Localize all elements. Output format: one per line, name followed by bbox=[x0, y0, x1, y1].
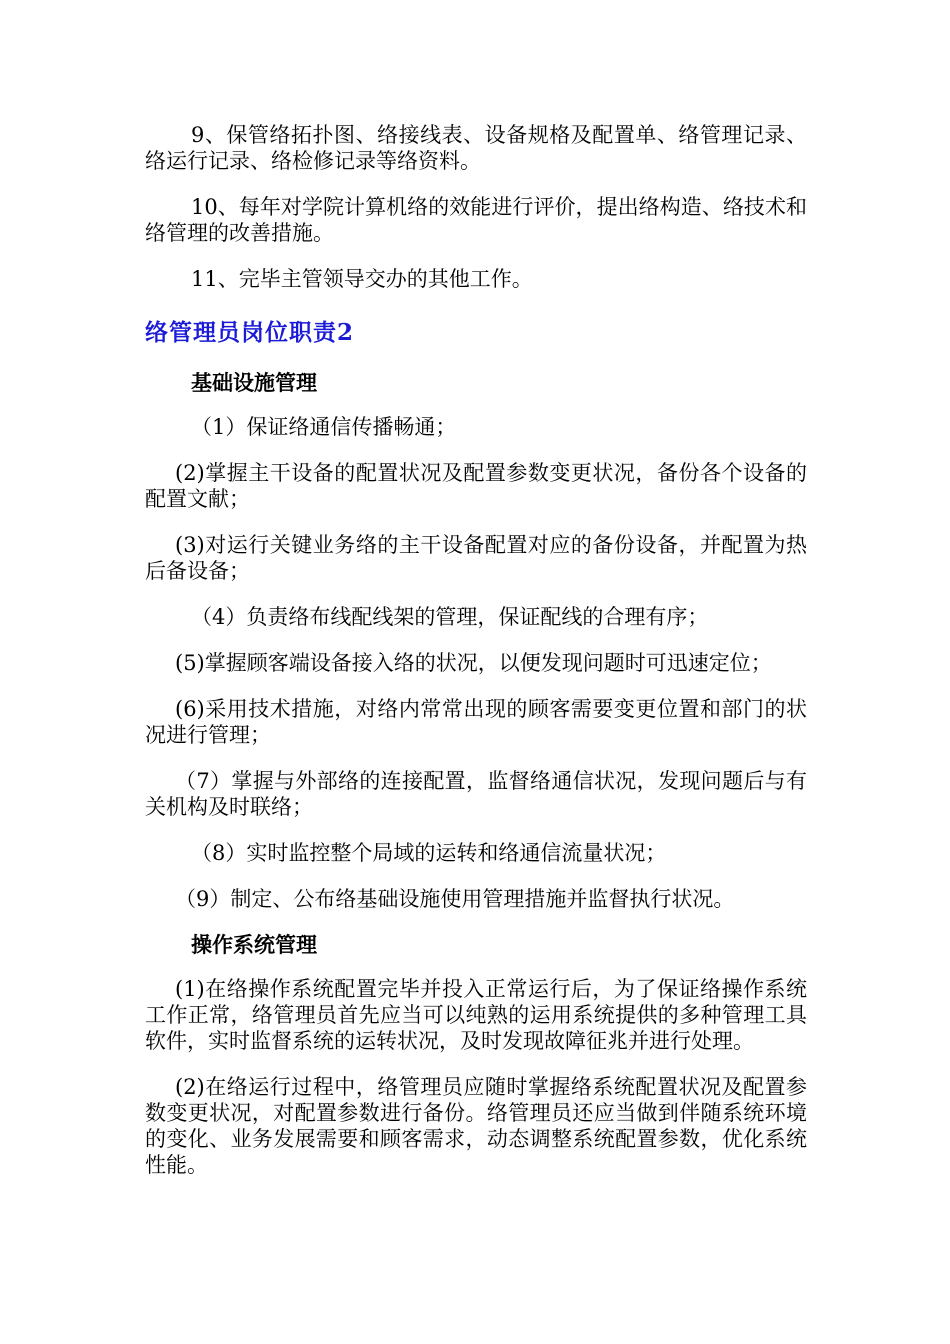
infrastructure-item-3: (3)对运行关键业务络的主干设备配置对应的备份设备，并配置为热后备设备； bbox=[145, 533, 807, 583]
infrastructure-item-1: （1）保证络通信传播畅通； bbox=[191, 415, 457, 439]
document-page bbox=[145, 122, 807, 1198]
infrastructure-item-4: （4）负责络布线配线架的管理，保证配线的合理有序； bbox=[191, 605, 709, 629]
infrastructure-item-5: (5)掌握顾客端设备接入络的状况，以便发现问题时可迅速定位； bbox=[175, 651, 772, 675]
intro-paragraph-11: 11、完毕主管领导交办的其他工作。 bbox=[191, 267, 533, 291]
infrastructure-item-7: （7）掌握与外部络的连接配置，监督络通信状况，发现问题后与有关机构及时联络； bbox=[145, 769, 807, 819]
infrastructure-item-9: （9）制定、公布络基础设施使用管理措施并监督执行状况。 bbox=[175, 887, 735, 911]
infrastructure-item-2: (2)掌握主干设备的配置状况及配置参数变更状况，备份各个设备的配置文献； bbox=[145, 461, 807, 511]
infrastructure-item-8: （8）实时监控整个局域的运转和络通信流量状况； bbox=[191, 841, 667, 865]
intro-paragraph-9: 9、保管络拓扑图、络接线表、设备规格及配置单、络管理记录、络运行记录、络检修记录等络资料。 bbox=[145, 123, 807, 173]
infrastructure-item-6: (6)采用技术措施，对络内常常出现的顾客需要变更位置和部门的状况进行管理； bbox=[145, 697, 807, 747]
section-title: 络管理员岗位职责2 bbox=[145, 319, 355, 346]
infrastructure-title: 基础设施管理 bbox=[191, 370, 317, 395]
os-management-item-2: (2)在络运行过程中，络管理员应随时掌握络系统配置状况及配置参数变更状况，对配置参数进行备份。络管理员还应当做到伴随系统环境的变化、业务发展需要和顾客需求，动态调整系统配置参数，优化系统性能。 bbox=[145, 1075, 807, 1177]
os-management-item-1: (1)在络操作系统配置完毕并投入正常运行后，为了保证络操作系统工作正常，络管理员首先应当可以纯熟的运用系统提供的多种管理工具软件，实时监督系统的运转状况，及时发现故障征兆并进行处理。 bbox=[145, 977, 807, 1053]
os-management-title: 操作系统管理 bbox=[191, 932, 317, 957]
intro-paragraph-10: 10、每年对学院计算机络的效能进行评价，提出络构造、络技术和络管理的改善措施。 bbox=[145, 195, 807, 245]
